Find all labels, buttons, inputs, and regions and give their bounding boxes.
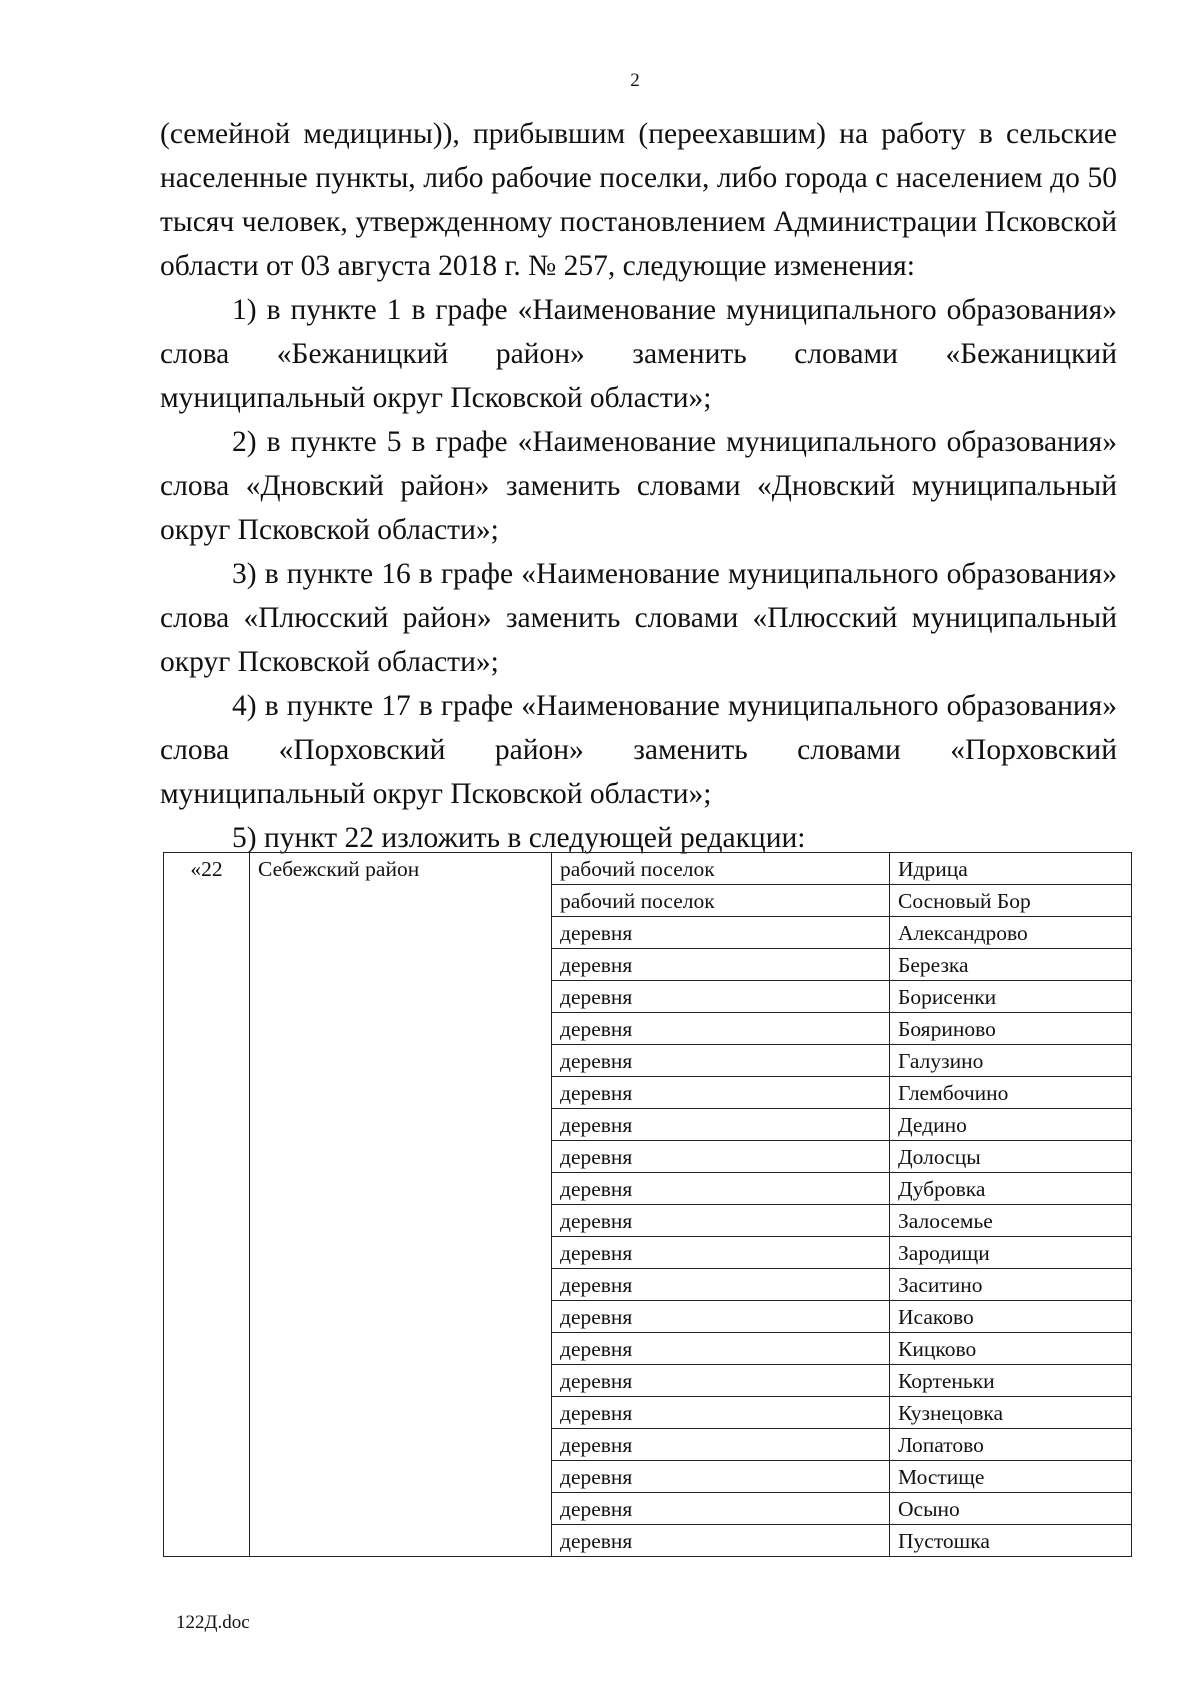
settlements-table [163,852,1132,1557]
settlement-name-cell: Сосновый Бор [890,885,1132,917]
item-number-cell: «22 [164,853,250,1557]
settlement-type-cell: рабочий поселок [552,885,890,917]
settlement-type-cell: деревня [552,949,890,981]
settlement-name-cell: Заситино [890,1269,1132,1301]
settlement-type-cell: деревня [552,981,890,1013]
document-body [160,112,1117,860]
paragraph-item-4: 4) в пункте 17 в графе «Наименование муниципального образования» слова «Порховский район» заменить словами «Порховский муниципальный округ Псковской области»; [160,690,1117,810]
settlements-table-wrapper [163,852,1131,1557]
settlement-name-cell: Бояриново [890,1013,1132,1045]
settlement-name-cell: Александрово [890,917,1132,949]
settlement-name-cell: Кицково [890,1333,1132,1365]
settlement-type-cell: рабочий поселок [552,853,890,885]
settlement-type-cell: деревня [552,1205,890,1237]
document-filename: 122Д.doc [176,1612,250,1633]
settlement-name-cell: Мостище [890,1461,1132,1493]
settlement-name-cell: Кортеньки [890,1365,1132,1397]
settlement-name-cell: Кузнецовка [890,1397,1132,1429]
settlement-name-cell: Галузино [890,1045,1132,1077]
settlement-name-cell: Дубровка [890,1173,1132,1205]
settlement-type-cell: деревня [552,1333,890,1365]
paragraph-item-3: 3) в пункте 16 в графе «Наименование муниципального образования» слова «Плюсский район» заменить словами «Плюсский муниципальный округ Псковской области»; [160,558,1117,678]
settlement-name-cell: Дедино [890,1109,1132,1141]
settlement-name-cell: Исаково [890,1301,1132,1333]
settlement-name-cell: Залосемье [890,1205,1132,1237]
settlement-name-cell: Идрица [890,853,1132,885]
settlement-name-cell: Лопатово [890,1429,1132,1461]
paragraph-intro: (семейной медицины)), прибывшим (переехавшим) на работу в сельские населенные пункты, либо рабочие поселки, либо города с населением до 50 тысяч человек, утвержденному постановлением Администрации Псковской области от 03 августа 2018 г. № 257, следующие изменения: [160,118,1117,282]
settlement-type-cell: деревня [552,1397,890,1429]
settlement-name-cell: Зародищи [890,1237,1132,1269]
settlement-type-cell: деревня [552,1301,890,1333]
settlement-name-cell: Долосцы [890,1141,1132,1173]
settlement-type-cell: деревня [552,1525,890,1557]
settlement-type-cell: деревня [552,1429,890,1461]
settlement-type-cell: деревня [552,1141,890,1173]
settlement-type-cell: деревня [552,1365,890,1397]
settlement-type-cell: деревня [552,1461,890,1493]
settlement-name-cell: Березка [890,949,1132,981]
settlement-name-cell: Пустошка [890,1525,1132,1557]
page-number: 2 [630,70,640,91]
settlement-type-cell: деревня [552,917,890,949]
paragraph-item-5: 5) пункт 22 изложить в следующей редакции: [232,822,806,854]
settlement-name-cell: Осыно [890,1493,1132,1525]
paragraph-item-1: 1) в пункте 1 в графе «Наименование муниципального образования» слова «Бежаницкий район» заменить словами «Бежаницкий муниципальный округ Псковской области»; [160,294,1117,414]
settlement-type-cell: деревня [552,1237,890,1269]
settlement-type-cell: деревня [552,1045,890,1077]
settlement-name-cell: Борисенки [890,981,1132,1013]
settlement-type-cell: деревня [552,1269,890,1301]
settlement-type-cell: деревня [552,1493,890,1525]
settlement-type-cell: деревня [552,1109,890,1141]
table-row [164,853,1132,885]
settlement-type-cell: деревня [552,1173,890,1205]
settlement-type-cell: деревня [552,1013,890,1045]
district-cell: Себежский район [250,853,552,1557]
settlement-name-cell: Глембочино [890,1077,1132,1109]
settlement-type-cell: деревня [552,1077,890,1109]
paragraph-item-2: 2) в пункте 5 в графе «Наименование муниципального образования» слова «Дновский район» заменить словами «Дновский муниципальный округ Псковской области»; [160,426,1117,546]
